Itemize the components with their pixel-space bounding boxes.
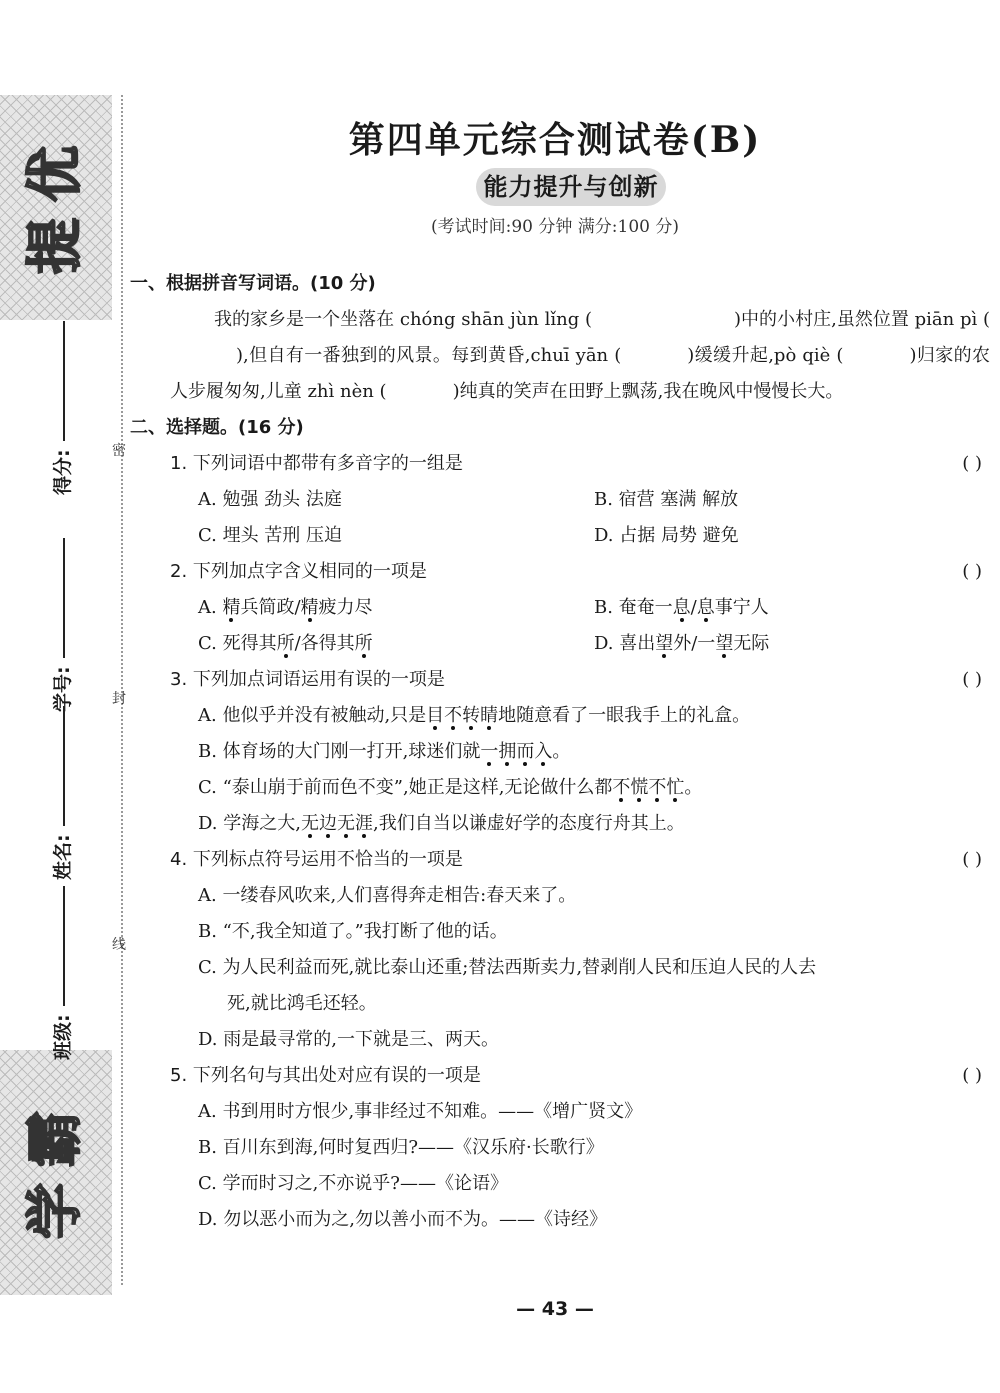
dotted-char: 不 (648, 777, 667, 798)
option-b: B. “不,我全知道了。”我打断了他的话。 (198, 921, 508, 942)
question-1: 1. 下列词语中都带有多音字的一组是 ( ) (130, 446, 990, 482)
seal-char-mi: 密 (112, 443, 126, 459)
dotted-char: 精 (222, 597, 241, 618)
section-2-title: 二、选择题。(16 分) (130, 417, 304, 438)
class-label: 班级: (52, 1014, 74, 1060)
page-title: 第四单元综合测试卷(B) (348, 119, 762, 161)
dotted-char: 所 (354, 633, 373, 654)
option-d: D. 占据 局势 避免 (594, 525, 739, 546)
score-field[interactable] (48, 321, 75, 495)
dotted-char: 望 (715, 633, 734, 654)
option-b: B. 宿营 塞满 解放 (594, 489, 739, 510)
seal-char-xian: 线 (112, 937, 126, 953)
option-c: C. 死得其所/各得其所 (198, 633, 373, 654)
dotted-char: 睛 (480, 705, 499, 726)
class-field[interactable] (48, 886, 75, 1060)
score-line[interactable] (63, 321, 65, 441)
student-id-line[interactable] (63, 538, 65, 658)
class-line[interactable] (63, 886, 65, 1006)
dotted-char: 息 (696, 597, 715, 618)
option-b: B. 体育场的大门刚一打开,球迷们就一拥而入。 (198, 741, 571, 762)
answer-paren-4[interactable]: ( ) (962, 849, 982, 870)
option-b: B. 奄奄一息/息事宁人 (594, 597, 769, 618)
dotted-char: 拥 (498, 741, 517, 762)
dotted-char: 忙 (666, 777, 685, 798)
dotted-char: 不 (612, 777, 631, 798)
question-5: 5. 下列名句与其出处对应有误的一项是 ( ) (130, 1058, 990, 1094)
option-c: C. “泰山崩于前而色不变”,她正是这样,无论做什么都不慌不忙。 (198, 777, 703, 798)
page-number: — 43 — (516, 1298, 594, 1320)
sidebar-top-text-char: 优 (23, 146, 88, 202)
question-4-stem: 下列标点符号运用不恰当的一项是 (192, 849, 463, 870)
option-d: D. 喜出望外/一望无际 (594, 633, 770, 654)
option-a: A. 一缕春风吹来,人们喜得奔走相告:春天来了。 (198, 885, 577, 906)
dotted-char: 慌 (630, 777, 649, 798)
dotted-char: 无 (336, 813, 355, 834)
exam-time-info: (考试时间:90 分钟 满分:100 分) (430, 217, 679, 237)
answer-paren-2[interactable]: ( ) (962, 561, 982, 582)
answer-paren-5[interactable]: ( ) (962, 1065, 982, 1086)
answer-paren-1[interactable]: ( ) (962, 453, 982, 474)
question-2-options-row-2 (130, 626, 990, 662)
option-a: A. 勉强 劲头 法庭 (198, 489, 342, 510)
name-label: 姓名: (52, 834, 74, 880)
sidebar-bottom-text-char: 学 (23, 1183, 88, 1239)
dotted-char: 入 (534, 741, 553, 762)
dotted-char: 精 (300, 597, 319, 618)
dotted-char: 涯 (354, 813, 373, 834)
option-b: B. 百川东到海,何时复西归?——《汉乐府·长歌行》 (198, 1137, 604, 1158)
question-4: 4. 下列标点符号运用不恰当的一项是 ( ) (130, 842, 990, 878)
dotted-char: 边 (318, 813, 337, 834)
question-1-options-row-2 (130, 518, 990, 554)
question-1-options-row-1 (130, 482, 990, 518)
section-1-title: 一、根据拼音写词语。(10 分) (130, 273, 376, 294)
dotted-char: 息 (672, 597, 691, 618)
student-id-label: 学号: (52, 666, 74, 712)
question-2-options-row-1 (130, 590, 990, 626)
dotted-char: 所 (276, 633, 295, 654)
question-3: 3. 下列加点词语运用有误的一项是 ( ) (130, 662, 990, 698)
name-field[interactable] (48, 706, 75, 880)
dotted-char: 望 (655, 633, 674, 654)
option-d: D. 学海之大,无边无涯,我们自当以谦虚好学的态度行舟其上。 (198, 813, 685, 834)
dotted-char: 目 (426, 705, 445, 726)
option-c: C. 埋头 苦刑 压迫 (198, 525, 343, 546)
dotted-char: 无 (300, 813, 319, 834)
sidebar-top-text-char: 提 (23, 218, 88, 274)
question-5-stem: 下列名句与其出处对应有误的一项是 (192, 1065, 481, 1086)
exam-content (130, 266, 990, 1238)
page-subtitle: 能力提升与创新 (476, 168, 666, 206)
dotted-char: 而 (516, 741, 535, 762)
option-c: C. 为人民利益而死,就比泰山还重;替法西斯卖力,替剥削人民和压迫人民的人去 (198, 957, 817, 978)
sidebar-bottom-text (0, 1075, 112, 1275)
section-1-passage: 我的家乡是一个坐落在 chóng shān jùn lǐng ( )中的小村庄,虽然位置 piān pì (),但自有一番独到的风景。每到黄昏,chuī yān ( )缓缓升起,pò qiè ( )归家的农人步履匆匆,儿童 zhì nèn ( )纯真的笑声在田野上飘荡,我在晚风中慢慢长大。 (170, 309, 990, 402)
dotted-char: 一 (480, 741, 499, 762)
option-c-continued: 死,就比鸿毛还轻。 (227, 993, 377, 1014)
option-c: C. 学而时习之,不亦说乎?——《论语》 (198, 1173, 508, 1194)
dotted-char: 转 (462, 705, 481, 726)
name-line[interactable] (63, 706, 65, 826)
seal-char-feng: 封 (112, 691, 126, 707)
dotted-char: 不 (444, 705, 463, 726)
sidebar-bottom-text-char: 霸 (23, 1111, 88, 1167)
option-d: D. 勿以恶小而为之,勿以善小而不为。——《诗经》 (198, 1209, 607, 1230)
option-a: A. 他似乎并没有被触动,只是目不转睛地随意看了一眼我手上的礼盒。 (198, 705, 751, 726)
question-1-stem: 下列词语中都带有多音字的一组是 (192, 453, 463, 474)
student-id-field[interactable] (48, 538, 75, 712)
option-d: D. 雨是最寻常的,一下就是三、两天。 (198, 1029, 499, 1050)
answer-paren-3[interactable]: ( ) (962, 669, 982, 690)
question-2: 2. 下列加点字含义相同的一项是 ( ) (130, 554, 990, 590)
option-a: A. 精兵简政/精疲力尽 (198, 597, 373, 618)
score-label: 得分: (52, 449, 74, 495)
option-a: A. 书到用时方恨少,事非经过不知难。——《增广贤文》 (198, 1101, 643, 1122)
question-2-stem: 下列加点字含义相同的一项是 (192, 561, 427, 582)
question-3-stem: 下列加点词语运用有误的一项是 (192, 669, 445, 690)
